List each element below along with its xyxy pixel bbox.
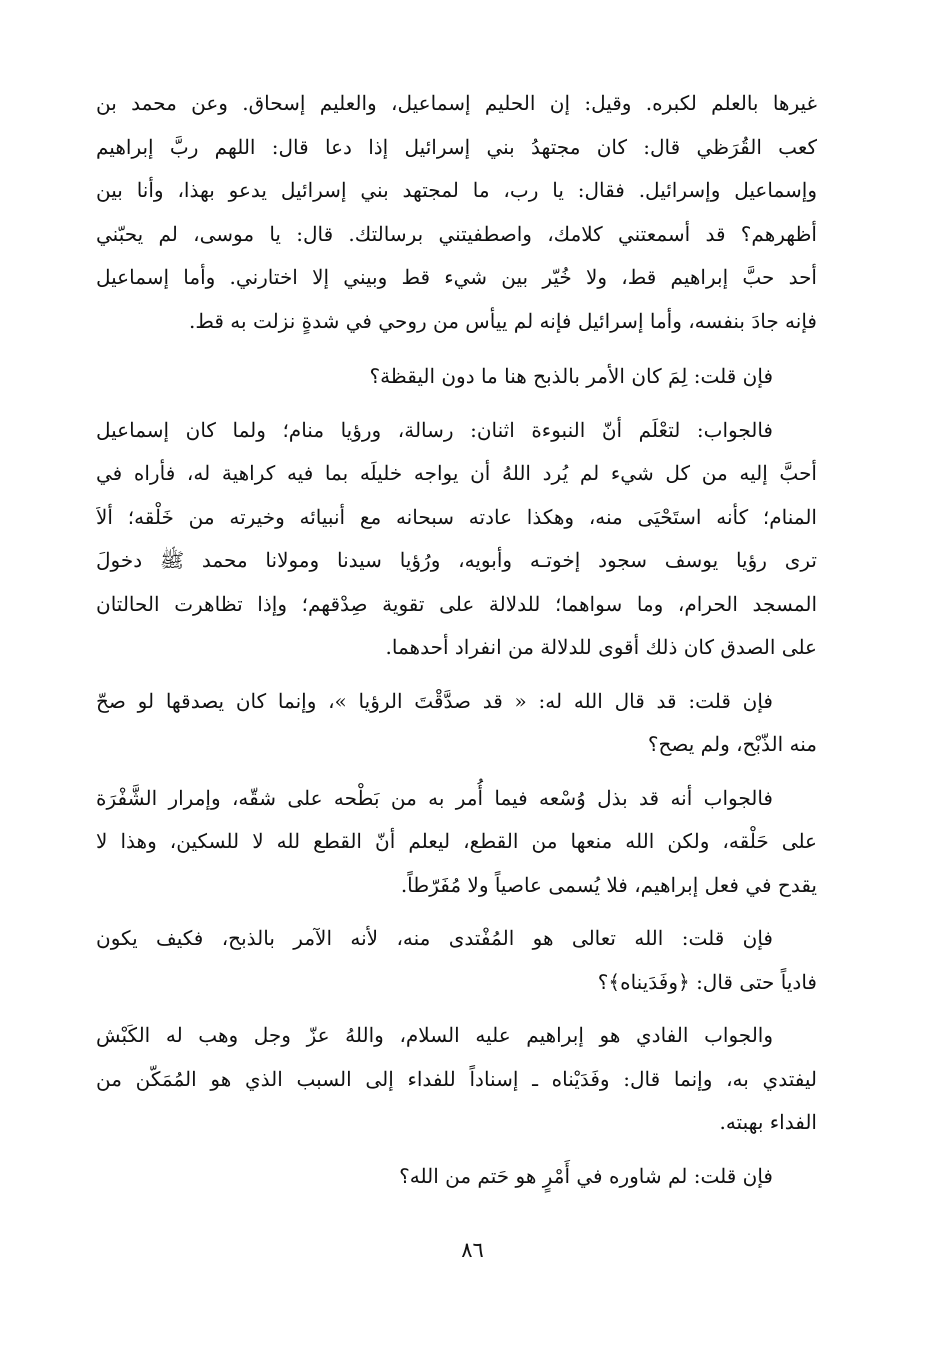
text-line: فالجواب أنه قد بذل وُسْعه فيما أُمر به من بَطْحه على شقّه، وإمرار الشَّفْرَة	[96, 785, 773, 810]
text-line: ترى رؤيا يوسف سجود إخوتـه وأبويه، ورُؤيا سيدنا ومولانا محمد ﷺ دخولَ	[96, 548, 817, 572]
text-line: فإنه جادَ بنفسه، وأما إسرائيل فإنه لم ييأس من روحي في شدةٍ نزلت به قط.	[189, 308, 817, 333]
text-line: فإن قلت: لم شاوره في أَمْرٍ هو حَتم من الله؟	[399, 1163, 773, 1188]
paragraph-5	[96, 777, 817, 908]
text-line: والجواب الفادي هو إبراهيم عليه السلام، واللهُ عزّ وجل وهب له الكَبْش	[96, 1023, 773, 1047]
text-line: فإن قلت: لِمَ كان الأمر بالذبح هنا ما دون اليقظة؟	[369, 364, 773, 388]
paragraph-1	[96, 82, 817, 343]
text-line: منه الذّبْح، ولم يصح؟	[647, 732, 817, 756]
text-line: أظهرهم؟ قد أسمعتني كلامك، واصطفيتني برسالتك. قال: يا موسى، لم يحبّني	[96, 221, 817, 246]
text-line: فالجواب: لتعْلَم أنّ النبوءة اثنان: رسالة، ورؤيا منام؛ ولما كان إسماعيل	[96, 417, 773, 442]
text-line: يقدح في فعل إبراهيم، فلا يُسمى عاصياً ولا مُفَرّطاً.	[400, 872, 817, 897]
page-number: ٨٦	[461, 1238, 484, 1262]
paragraph-2	[96, 355, 817, 399]
paragraph-3	[96, 409, 817, 670]
text-line: المسجد الحرام، وما سواهما؛ للدلالة على تقوية صِدْقهم؛ وإذا تظاهرت الحالتان	[96, 591, 817, 616]
paragraph-6	[96, 917, 817, 1004]
text-line: على حَلْقه، ولكن الله منعها من القطع، ليعلم أنّ القطع لله لا للسكين، وهذا لا	[96, 829, 817, 853]
text-line: الفداء بهبته.	[719, 1110, 817, 1134]
text-line: غيرها بالعلم لكبره. وقيل: إن الحليم إسماعيل، والعليم إسحاق. وعن محمد بن	[96, 91, 817, 115]
text-line: أحبَّ إليه من كل شيء لم يُرد اللهُ أن يواجه خليلَه بما فيه كراهية له، فأراه في	[96, 461, 817, 485]
text-line: على الصدق كان ذلك أقوى للدلالة من انفراد أحدهما.	[385, 635, 817, 659]
paragraph-7	[96, 1014, 817, 1145]
text-line: فادياً حتى قال: ﴿وفَدَيناه﴾؟	[597, 969, 817, 994]
text-line: فإن قلت: الله تعالى هو المُفْتدى منه، لأنه الآمر بالذبح، فكيف يكون	[96, 926, 773, 950]
paragraph-8	[96, 1155, 817, 1199]
text-line: المنام؛ كأنه استَحْيَى منه، وهكذا عادته سبحانه مع أنبيائه وخيرته من خَلْقه؛ ألاَ	[96, 504, 817, 529]
paragraph-4	[96, 680, 817, 767]
text-line: كعب القُرَظي قال: كان مجتهدُ بني إسرائيل إذا دعا قال: اللهم ربَّ إبراهيم	[96, 134, 817, 159]
text-line: ليفتدي به، وإنما قال: وفَدَيْناه ـ إسناداً للفداء إلى السبب الذي هو المُمَكّن من	[96, 1066, 817, 1091]
text-line: وإسماعيل وإسرائيل. فقال: يا رب، ما لمجتهد بني إسرائيل يدعو بهذا، وأنا بين	[96, 178, 817, 202]
text-line: فإن قلت: قد قال الله له: « قد صدَّقْتَ الرؤيا »، وإنما كان يصدقها لو صحّ	[96, 688, 773, 713]
text-line: أحد حبَّ إبراهيم قط، ولا خُيّر بين شيء قط وبيني إلا اختارني. وأما إسماعيل	[96, 265, 817, 289]
body-text	[96, 82, 817, 1208]
